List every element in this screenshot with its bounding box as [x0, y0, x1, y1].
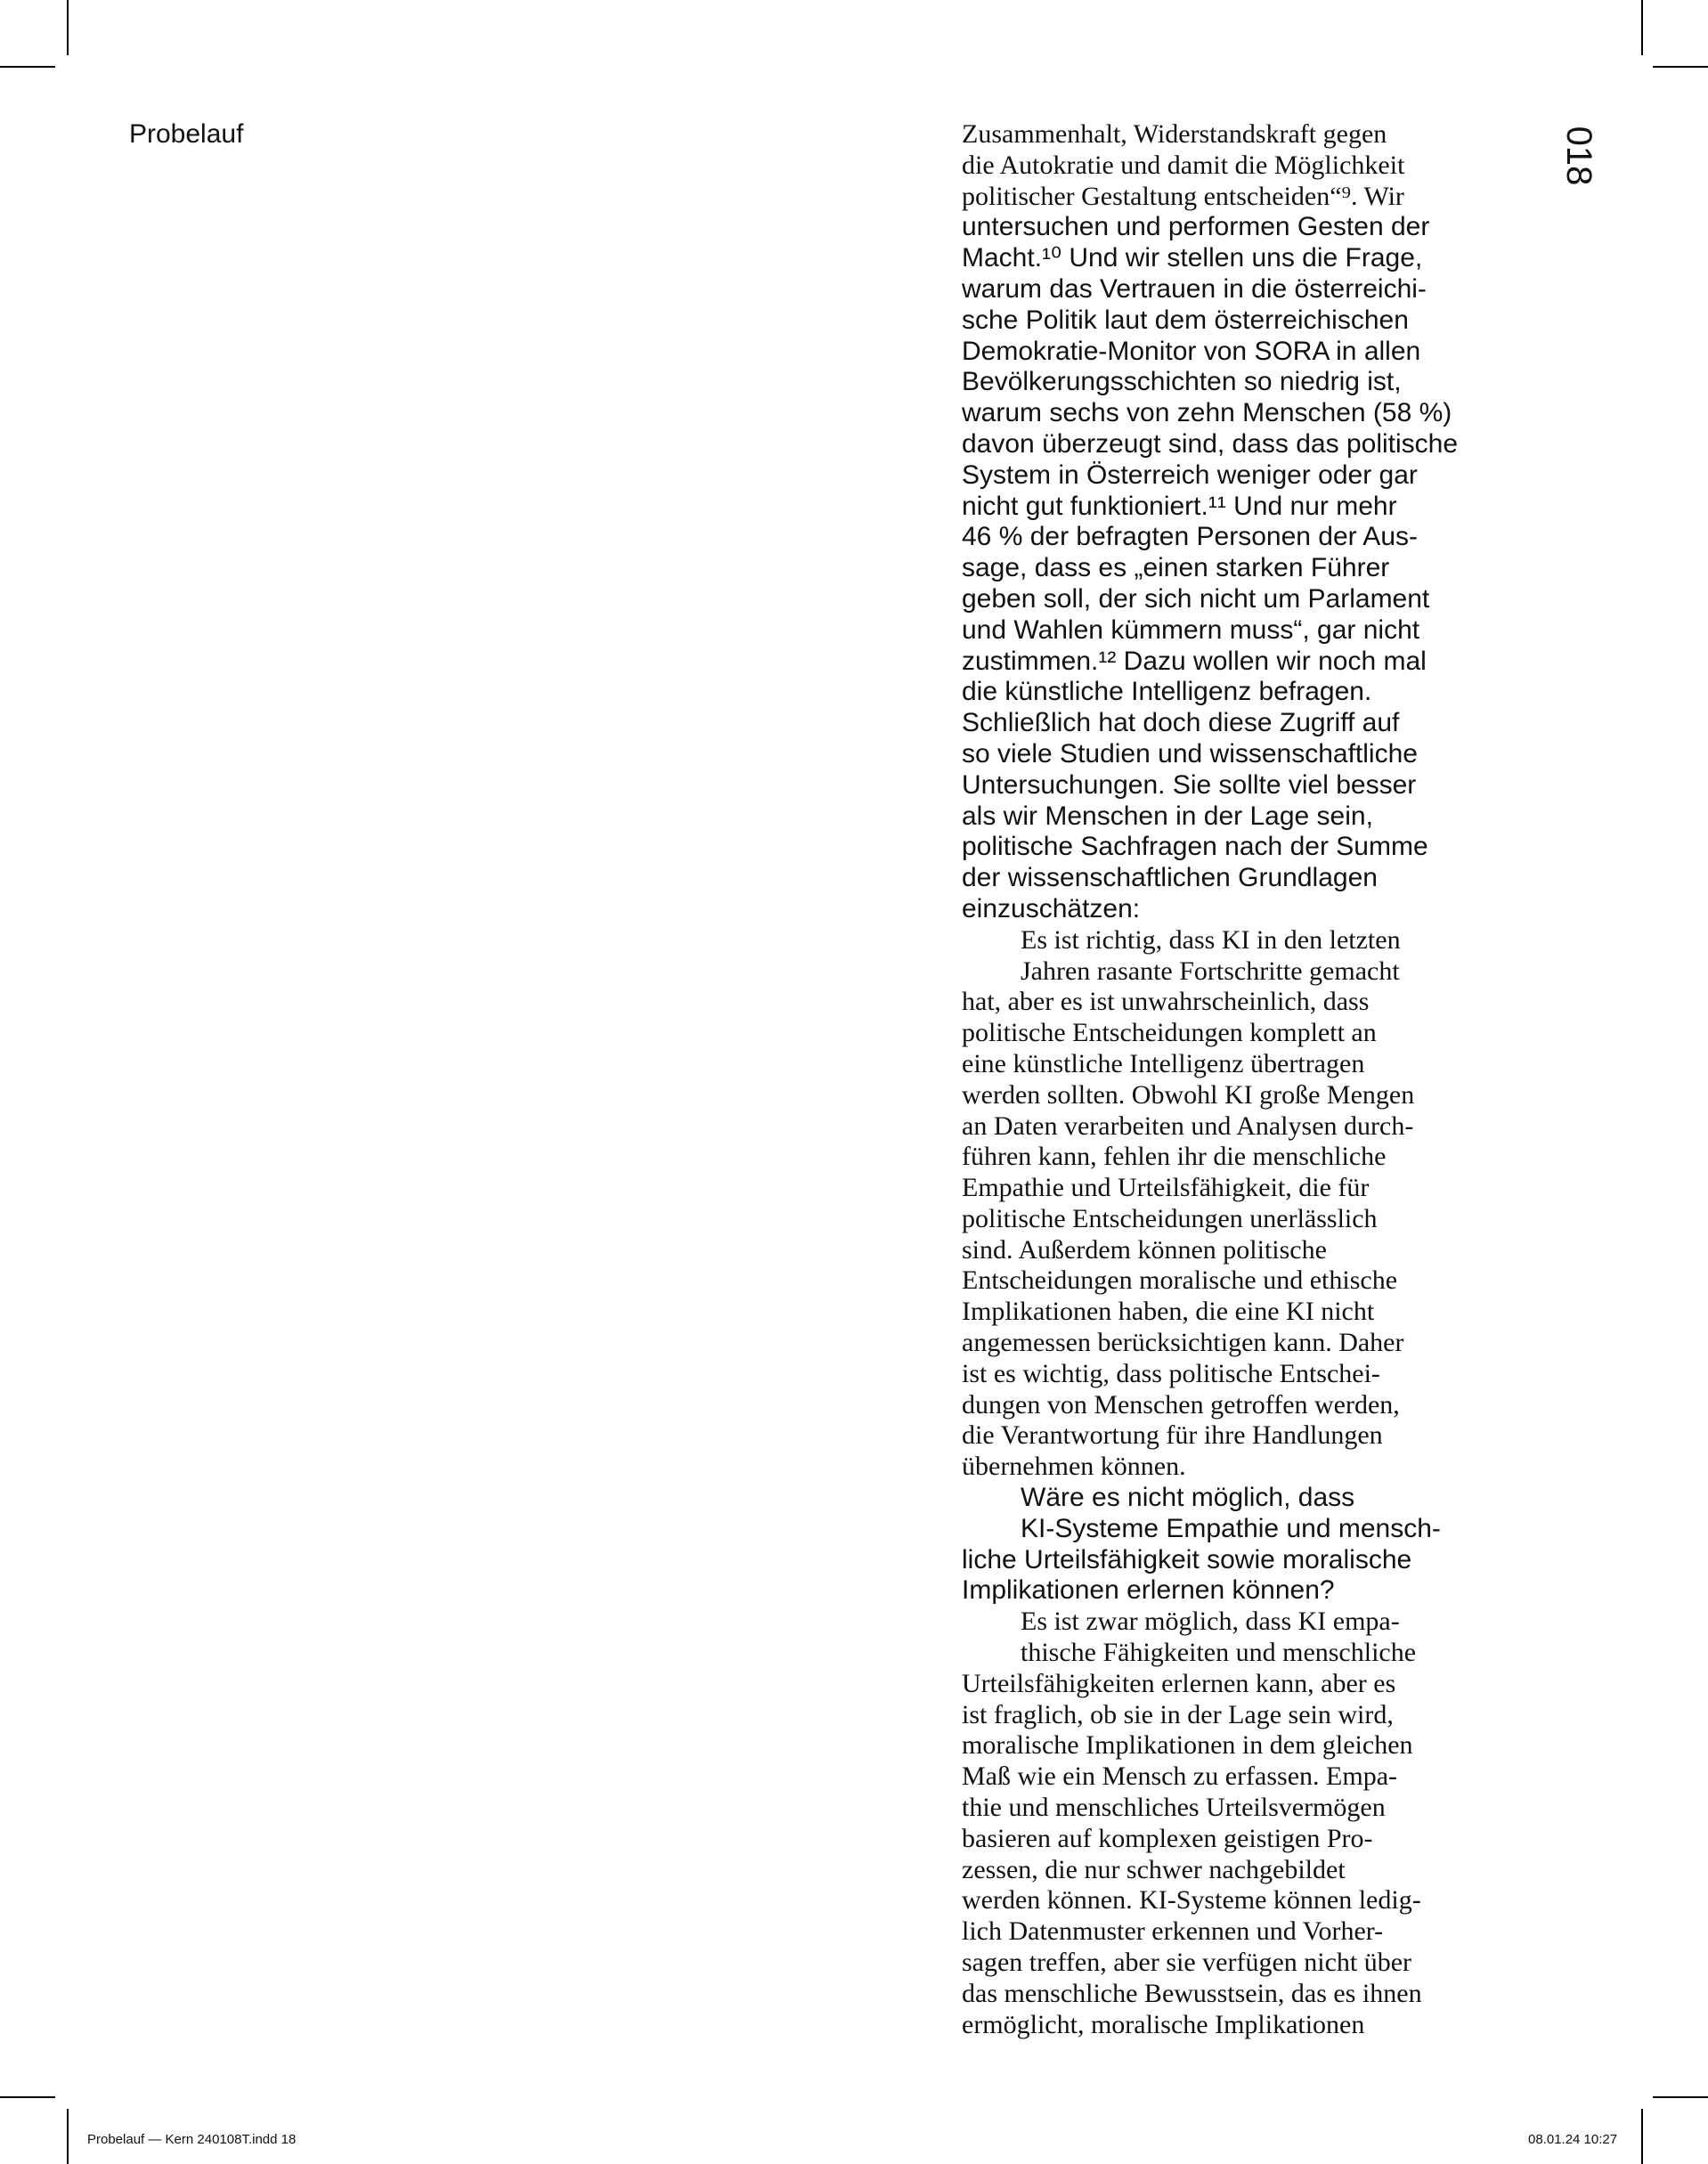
slug-file-info: Probelauf — Kern 240108T.indd 18: [87, 2132, 297, 2147]
text-line: Zusammenhalt, Widerstandskraft gegen: [962, 119, 1387, 149]
text-line: untersuchen und performen Gesten der: [962, 212, 1430, 242]
text-line: führen kann, fehlen ihr die menschliche: [962, 1142, 1387, 1172]
crop-mark-top-left: [67, 0, 69, 55]
slug-date-time: 08.01.24 10:27: [1528, 2132, 1618, 2147]
text-line: und Wahlen kümmern muss“, gar nicht: [962, 614, 1420, 645]
text-line: eine künstliche Intelligenz übertragen: [962, 1048, 1365, 1078]
text-line: angemessen berücksichtigen kann. Daher: [962, 1328, 1404, 1358]
text-line: Jahren rasante Fortschritte gemacht: [1021, 956, 1400, 986]
text-line: Macht.¹⁰ Und wir stellen uns die Frage,: [962, 243, 1423, 273]
text-line: ermöglicht, moralische Implikationen: [962, 2009, 1365, 2039]
crop-mark-bottom-right-horizontal: [1653, 2096, 1708, 2098]
text-line: geben soll, der sich nicht um Parlament: [962, 583, 1430, 614]
crop-mark-top-right: [1641, 0, 1643, 55]
text-line: Urteilsfähigkeiten erlernen kann, aber es: [962, 1668, 1396, 1698]
text-line: Untersuchungen. Sie sollte viel besser: [962, 769, 1417, 800]
text-line: Es ist zwar möglich, dass KI empa-: [1021, 1607, 1400, 1637]
text-line: der wissenschaftlichen Grundlagen: [962, 863, 1378, 893]
text-line: übernehmen können.: [962, 1452, 1186, 1482]
text-line: zessen, die nur schwer nachgebildet: [962, 1854, 1346, 1884]
crop-mark-bottom-left-horizontal: [0, 2096, 55, 2098]
text-line: werden können. KI-Systeme können ledig-: [962, 1885, 1421, 1916]
text-line: thie und menschliches Urteilsvermögen: [962, 1793, 1386, 1823]
text-line: System in Österreich weniger oder gar: [962, 460, 1418, 490]
text-line: als wir Menschen in der Lage sein,: [962, 801, 1373, 831]
text-line: politische Entscheidungen komplett an: [962, 1018, 1377, 1048]
text-line: Demokratie-Monitor von SORA in allen: [962, 336, 1421, 366]
text-line: dungen von Menschen getroffen werden,: [962, 1389, 1400, 1420]
text-line: sche Politik laut dem österreichischen: [962, 305, 1409, 335]
text-line: warum das Vertrauen in die österreichi-: [962, 273, 1427, 304]
text-line: sind. Außerdem können politische: [962, 1234, 1327, 1265]
crop-mark-top-right-horizontal: [1653, 66, 1708, 68]
text-line: Wäre es nicht möglich, dass: [1021, 1483, 1355, 1513]
text-line: sagen treffen, aber sie verfügen nicht über: [962, 1948, 1412, 1978]
text-line: das menschliche Bewusstsein, das es ihnen: [962, 1978, 1422, 2008]
text-line: thische Fähigkeiten und menschliche: [1021, 1638, 1417, 1668]
text-line: Implikationen haben, die eine KI nicht: [962, 1297, 1375, 1327]
text-line: politische Sachfragen nach der Summe: [962, 832, 1428, 862]
body-text-column: [962, 119, 1528, 2040]
text-line: politischer Gestaltung entscheiden“⁹. Wir: [962, 181, 1404, 211]
text-line: so viele Studien und wissenschaftliche: [962, 738, 1418, 769]
text-line: davon überzeugt sind, dass das politische: [962, 428, 1459, 459]
crop-mark-bottom-right: [1641, 2109, 1643, 2164]
text-line: die Verantwortung für ihre Handlungen: [962, 1420, 1383, 1451]
text-line: sage, dass es „einen starken Führer: [962, 553, 1390, 583]
crop-mark-top-left-horizontal: [0, 66, 55, 68]
text-line: an Daten verarbeiten und Analysen durch-: [962, 1110, 1414, 1141]
text-line: warum sechs von zehn Menschen (58 %): [962, 398, 1452, 428]
text-line: nicht gut funktioniert.¹¹ Und nur mehr: [962, 491, 1397, 521]
text-line: lich Datenmuster erkennen und Vorher-: [962, 1916, 1384, 1947]
text-line: politische Entscheidungen unerlässlich: [962, 1203, 1378, 1233]
text-line: liche Urteilsfähigkeit sowie moralische: [962, 1544, 1412, 1574]
text-line: die Autokratie und damit die Möglichkeit: [962, 150, 1405, 180]
text-line: 46 % der befragten Personen der Aus-: [962, 522, 1418, 552]
text-line: werden sollten. Obwohl KI große Mengen: [962, 1079, 1415, 1110]
text-line: Entscheidungen moralische und ethische: [962, 1265, 1398, 1296]
text-line: KI-Systeme Empathie und mensch-: [1021, 1513, 1441, 1543]
text-line: ist es wichtig, dass politische Entschei-: [962, 1358, 1380, 1388]
text-line: Empathie und Urteilsfähigkeit, die für: [962, 1173, 1370, 1203]
text-line: zustimmen.¹² Dazu wollen wir noch mal: [962, 646, 1427, 676]
text-line: moralische Implikationen in dem gleichen: [962, 1730, 1413, 1761]
text-line: die künstliche Intelligenz befragen.: [962, 677, 1372, 707]
text-line: hat, aber es ist unwahrscheinlich, dass: [962, 987, 1370, 1017]
text-line: ist fraglich, ob sie in der Lage sein wird,: [962, 1699, 1394, 1729]
text-line: einzuschätzen:: [962, 893, 1141, 923]
crop-mark-bottom-left: [67, 2109, 69, 2164]
text-line: Bevölkerungsschichten so niedrig ist,: [962, 367, 1402, 397]
page-number: 018: [1559, 126, 1598, 186]
text-line: Maß wie ein Mensch zu erfassen. Empa-: [962, 1761, 1397, 1792]
text-line: Implikationen erlernen können?: [962, 1575, 1335, 1606]
running-head: Probelauf: [129, 119, 244, 149]
text-line: Schließlich hat doch diese Zugriff auf: [962, 708, 1400, 738]
text-line: basieren auf komplexen geistigen Pro-: [962, 1823, 1373, 1853]
text-line: Es ist richtig, dass KI in den letzten: [1021, 924, 1401, 955]
